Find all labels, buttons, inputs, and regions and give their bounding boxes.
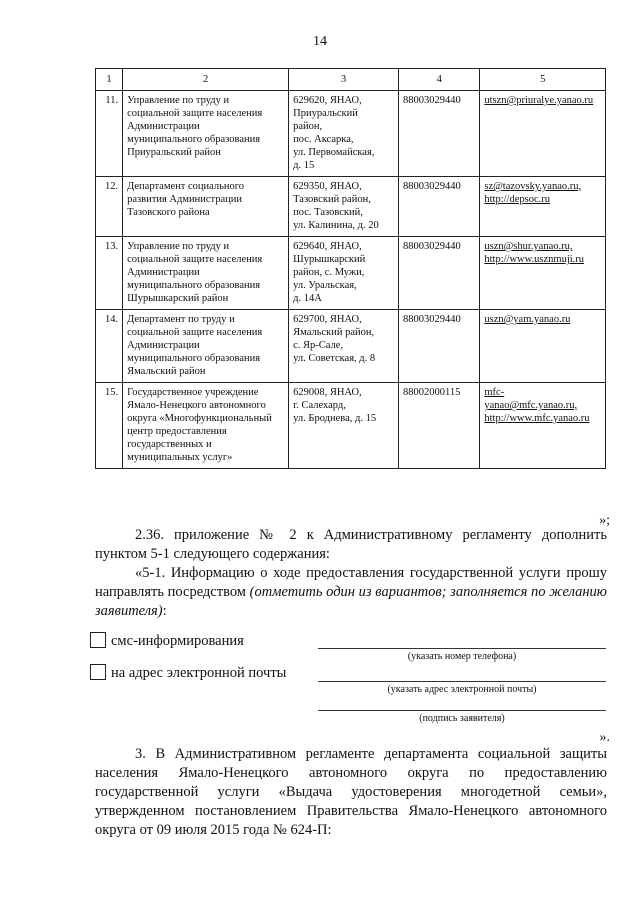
row-number: 13. [96,237,123,310]
table-header-row [96,69,606,91]
contact-link[interactable]: uszn@shur.yanao.ru, [484,241,573,252]
option-sms-label: смс-информирования [111,633,244,649]
row-contacts [480,91,606,177]
row-number: 15. [96,383,123,469]
header-cell-5: 5 [480,69,606,91]
row-phone: 88003029440 [399,237,480,310]
signature-caption: (подпись заявителя) [419,713,505,724]
row-organization-name: Управление по труду и социальной защите населения Администрации муниципального образования Шурышкарский район [123,237,289,310]
row-organization-name: Департамент социального развития Администрации Тазовского района [123,177,289,237]
row-address: 629700, ЯНАО, Ямальский район, с. Яр-Сале, ул. Советская, д. 8 [289,310,399,383]
row-contacts [480,383,606,469]
row-number: 14. [96,310,123,383]
contact-link[interactable]: uszn@yam.yanao.ru [484,314,571,325]
paragraph-2-36: 2.36. приложение № 2 к Административному регламенту дополнить пунктом 5-1 следующего содержания: [95,527,607,562]
header-cell-4: 4 [399,69,480,91]
phone-line[interactable] [318,648,606,649]
header-cell-3: 3 [289,69,399,91]
email-caption: (указать адрес электронной почты) [387,684,537,695]
row-contacts [480,310,606,383]
paragraph-5-1-text: «5-1. Информацию о ходе предоставления государственной услуги прошу направлять посредством [95,565,607,600]
phone-caption: (указать номер телефона) [407,651,517,662]
row-address: 629620, ЯНАО, Приуральский район, пос. Аксарка, ул. Первомайская, д. 15 [289,91,399,177]
row-organization-name: Управление по труду и социальной защите населения Администрации муниципального образования Приуральский район [123,91,289,177]
form-closing-quote: ». [599,730,610,745]
option-sms [90,632,244,650]
header-cell-1: 1 [96,69,123,91]
row-address: 629008, ЯНАО, г. Салехард, ул. Броднева, д. 15 [289,383,399,469]
contact-link[interactable]: http://www.mfc.yanao.ru [484,413,590,424]
option-email-label: на адрес электронной почты [111,665,287,681]
row-phone: 88003029440 [399,177,480,237]
row-phone: 88003029440 [399,310,480,383]
paragraph-5-1-colon: : [162,603,167,619]
sms-checkbox[interactable] [90,632,106,648]
row-address: 629640, ЯНАО, Шурышкарский район, с. Мужи, ул. Уральская, д. 14А [289,237,399,310]
row-address: 629350, ЯНАО, Тазовский район, пос. Тазовский, ул. Калинина, д. 20 [289,177,399,237]
contact-link[interactable]: yanao@mfc.yanao.ru, [484,400,578,411]
contact-link[interactable]: http://depsoc.ru [484,194,550,205]
table-row [96,177,606,237]
header-cell-2: 2 [123,69,289,91]
row-number: 12. [96,177,123,237]
table-row [96,91,606,177]
row-organization-name: Государственное учреждение Ямало-Ненецкого автономного округа «Многофункциональный центр предоставления государственных и муниципальных услуг» [123,383,289,469]
option-email [90,664,286,682]
email-checkbox[interactable] [90,664,106,680]
page-number: 14 [313,34,327,49]
paragraph-5-1-instruction: (отметить один из вариантов; заполняется по желанию заявителя) [95,584,607,619]
row-phone: 88003029440 [399,91,480,177]
table-row [96,310,606,383]
row-number: 11. [96,91,123,177]
row-contacts [480,177,606,237]
contact-link[interactable]: sz@tazovsky.yanao.ru, [484,181,582,192]
contact-link[interactable]: mfc- [484,387,505,398]
table-row [96,383,606,469]
signature-line[interactable] [318,710,606,711]
contact-link[interactable]: http://www.usznmuji.ru [484,254,585,265]
paragraph-3: 3. В Административном регламенте департамента социальной защиты населения Ямало-Ненецкого автономного округа по предоставлению государственной услуги «Выдача удостоверения многодетной семьи», утвержденном постановлением Правительства Ямало-Ненецкого автономного округа от 09 июля 2015 года № 624-П: [95,746,607,838]
row-organization-name: Департамент по труду и социальной защите населения Администрации муниципального образования Ямальский район [123,310,289,383]
table-closing-quote: »; [599,513,610,528]
email-line[interactable] [318,681,606,682]
row-phone: 88002000115 [399,383,480,469]
authorities-table [95,68,606,469]
row-contacts [480,237,606,310]
contact-link[interactable]: utszn@priuralye.yanao.ru [484,95,594,106]
table-row [96,237,606,310]
paragraph-5-1 [95,564,607,621]
